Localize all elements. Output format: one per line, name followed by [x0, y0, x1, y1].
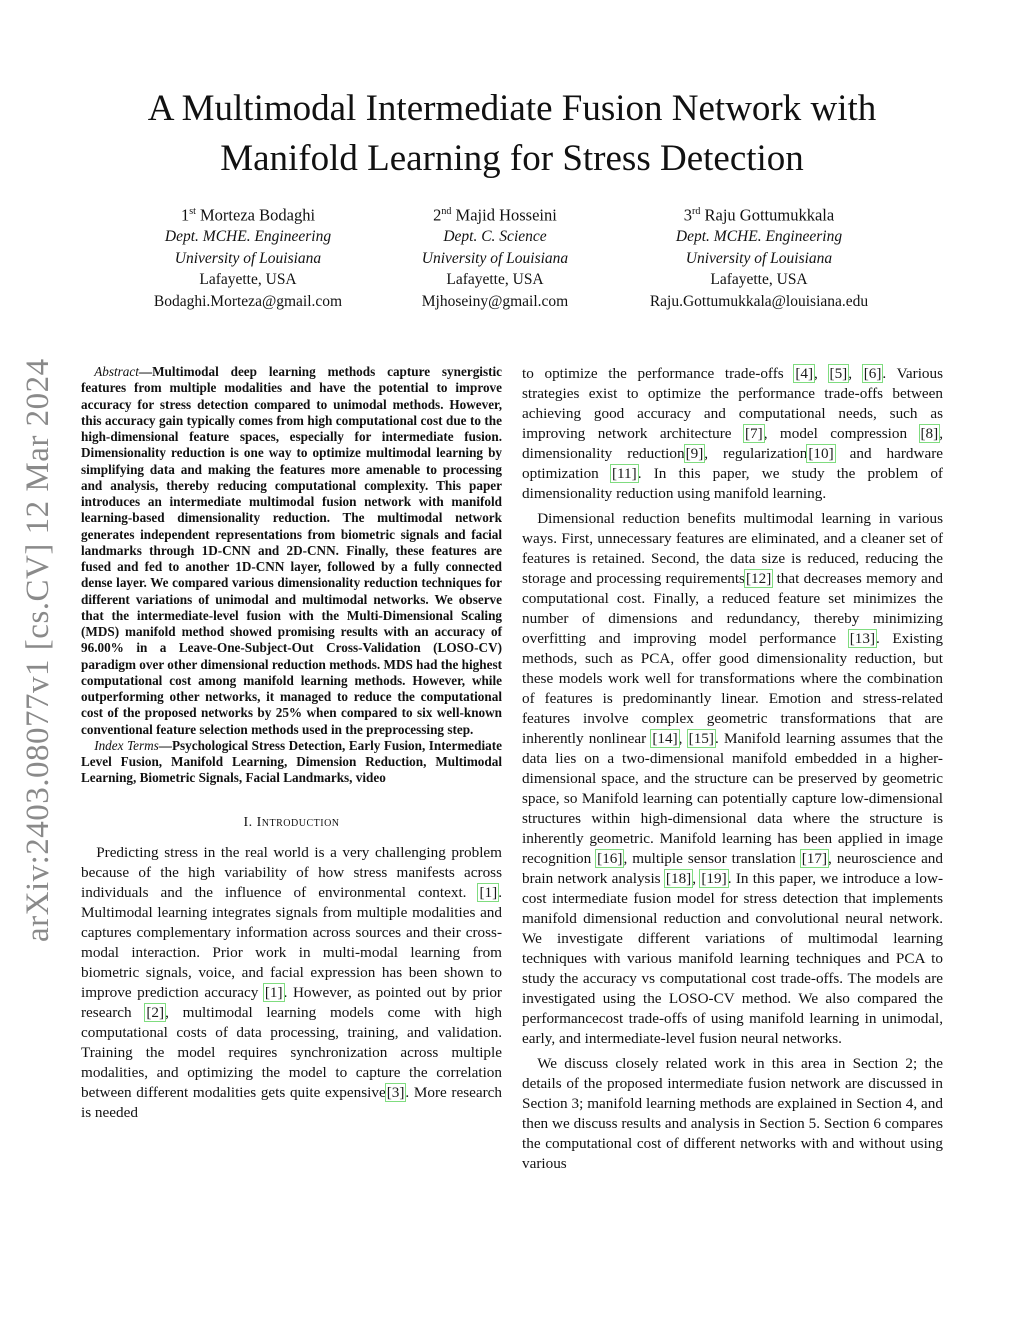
author-2-univ: University of Louisiana: [421, 249, 569, 267]
citation-link[interactable]: [18]: [665, 870, 692, 887]
citation-link[interactable]: [19]: [701, 870, 727, 887]
author-1-dept: Dept. MCHE. Engineering: [164, 228, 332, 245]
text-run: that decreases memory and computational cost. Finally, a reduced feature set minimizes the number of dimensions and redundancy, thereby minimizing overfitting and improving model performance: [522, 570, 943, 647]
text-run: , multiple sensor translation: [623, 850, 801, 867]
citation-link[interactable]: [1]: [479, 883, 498, 901]
text-run: and hardware optimization: [522, 445, 943, 482]
text-run: ,: [692, 870, 701, 887]
text-run: , neuroscience and brain network analysis: [522, 850, 943, 887]
citation-link[interactable]: [9]: [685, 445, 704, 462]
abstract: [81, 364, 502, 738]
citation-link[interactable]: [3]: [386, 1083, 405, 1101]
author-1-location: Lafayette, USA: [199, 271, 297, 288]
arxiv-identifier: arXiv:2403.08077v1 [cs.CV] 12 Mar 2024: [20, 358, 56, 942]
text-run: Dimensional reduction benefits multimodal learning in various ways. First, unnecessary features are eliminated, and a cleaner set of features is retained. Second, the data size is reduced, reducing the storage and processing requirements: [522, 510, 943, 587]
abstract-text: —Multimodal deep learning methods capture synergistic features from multiple modalities and have the potential to improve accuracy for stress detection compared to unimodal methods. However, this accuracy gain typically comes from high computational cost due to the high-dimensional feature spaces, especially for intermediate fusion. Dimensionality reduction is one way to optimize multimodal learning by simplifying data and making the features more amenable to processing and analysis, thereby reducing computational complexity. This paper introduces an intermediate multimodal fusion network with manifold learning-based dimensionality reduction. The multimodal network generates independent representations from biometric signals and facial landmarks through 1D-CNN and 2D-CNN. Finally, these features are fused and fed to another 1D-CNN layer, followed by a fully connected dense layer. We compared various dimensionality reduction techniques for different variations of unimodal and multimodal networks. We observe that the intermediate-level fusion with the Multi-Dimensional Scaling (MDS) manifold method showed promising results with an accuracy of 96.00% in a Leave-One-Subject-Out Cross-Validation (LOSO-CV) paradigm over other dimensional reduction methods. MDS had the highest computational cost among manifold learning methods. However, while outperforming other networks, it managed to reduce the computational cost of the proposed networks by 25% when compared to six well-known conventional feature selection methods used in the preprocessing step.: [81, 364, 502, 737]
text-run: Predicting stress in the real world is a very challenging problem because of the high variability of how stress manifests across individuals and the influence of environmental context.: [81, 843, 502, 901]
text-run: . Various strategies exist to optimize the performance trade-offs between achieving good accuracy and computational needs, such as improving network architecture: [522, 365, 944, 442]
text-run: . In this paper, we introduce a low-cost intermediate fusion model for stress detection that implements manifold dimensional reduction and convolutional neural network. We investigate different variations of multimodal learning techniques with various manifold learning techniques and PCA to study the accuracy vs computational cost trade-offs. The models are investigated using the LOSO-CV method. We also compared the performancecost trade-offs of using manifold learning in unimodal, early, and intermediate-level fusion neural networks.: [522, 870, 944, 1047]
citation-link[interactable]: [8]: [920, 425, 939, 442]
citation-link[interactable]: [7]: [744, 425, 763, 442]
text-run: , dimensionality reduction: [522, 425, 944, 462]
author-3-order: 3: [683, 205, 693, 225]
text-run: . Manifold learning assumes that the data lies on a two-dimensional manifold embedded in a higher-dimensional space, and the structure can be preserved by geometric space, so Manifold learning can potentially capture low-dimensional structures within high-dimensional data where the structure is inherently geometric. Manifold learning has been applied in image recognition: [522, 730, 944, 867]
index-terms-text: —Psychological Stress Detection, Early Fusion, Intermediate Level Fusion, Manifold Learning, Dimension Reduction, Multimodal Learning, Biometric Signals, Facial Landmarks, video: [81, 737, 502, 786]
text-run: , multimodal learning models come with high computational costs of data processing, training, and validation. Training the model requires synchronization across multiple modalities, and optimizing the model to capture the correlation between different modalities gets quite expensive: [81, 1003, 502, 1101]
author-3-email: Raju.Gottumukkala@louisiana.edu: [649, 292, 869, 310]
author-3-name-line: [609, 201, 909, 226]
author-3-location: Lafayette, USA: [710, 271, 808, 288]
citation-link[interactable]: [4]: [795, 365, 814, 382]
author-2-location: Lafayette, USA: [446, 271, 544, 288]
author-3-order-suffix: rd: [692, 206, 701, 217]
citation-link[interactable]: [15]: [688, 730, 714, 747]
author-3: [609, 201, 909, 312]
intro-paragraph-3: We discuss closely related work in this area in Section 2; the details of the proposed intermediate fusion network are discussed in Section 3; manifold learning methods are explained in Section 4, and then we discuss results and analysis in Section 5. Section 6 compares the computational cost of different networks with and without using various: [522, 1055, 943, 1172]
author-1-name: Morteza Bodaghi: [200, 205, 316, 225]
left-column: [81, 364, 502, 1123]
citation-link[interactable]: [10]: [808, 445, 834, 462]
author-1-email: Bodaghi.Morteza@gmail.com: [153, 292, 343, 310]
author-2-email: Mjhoseiny@gmail.com: [421, 292, 569, 310]
citation-link[interactable]: [12]: [745, 570, 772, 587]
text-run: , model compression: [763, 425, 920, 442]
text-run: ,: [848, 365, 863, 382]
citation-link[interactable]: [11]: [611, 465, 637, 482]
citation-link[interactable]: [6]: [863, 365, 882, 382]
text-run: to optimize the performance trade-offs: [522, 365, 795, 382]
section-heading-introduction: [81, 813, 502, 833]
index-terms-lead: Index Terms: [94, 737, 159, 753]
citation-link[interactable]: [16]: [597, 850, 623, 867]
author-2-name-line: [345, 201, 645, 226]
citation-link[interactable]: [14]: [652, 730, 678, 747]
author-3-univ: University of Louisiana: [685, 249, 833, 267]
author-1-univ: University of Louisiana: [174, 249, 322, 267]
author-2-order: 2: [433, 205, 442, 225]
author-1-order-suffix: st: [189, 206, 196, 217]
intro-paragraph-1: [81, 843, 502, 1123]
section-number: I.: [243, 814, 253, 830]
intro-paragraph-2: [522, 509, 943, 1049]
citation-link[interactable]: [5]: [829, 365, 848, 382]
paper-title: [60, 84, 964, 184]
intro-paragraph-continued: [522, 364, 943, 504]
author-2-dept: Dept. C. Science: [443, 228, 547, 245]
author-2: [345, 201, 645, 312]
text-run: . However, as pointed out by prior research: [81, 983, 502, 1021]
title-line-1: A Multimodal Intermediate Fusion Network with: [147, 88, 877, 129]
author-1-order: 1: [180, 205, 190, 225]
citation-link[interactable]: [17]: [801, 850, 828, 867]
text-run: ,: [678, 730, 688, 747]
author-2-name: Majid Hosseini: [455, 205, 557, 225]
right-column: [522, 364, 943, 1174]
author-3-name: Raju Gottumukkala: [704, 205, 835, 225]
author-2-order-suffix: nd: [441, 206, 452, 217]
text-run: . Existing methods, such as PCA, offer good dimensionality reduction, but these models work well for transformations where the combination of features is predominantly linear. Emotion and stress-related features involve complex geometric transformations that are inherently nonlinear: [522, 630, 943, 747]
citation-link[interactable]: [13]: [849, 630, 876, 647]
text-run: . More research is needed: [81, 1083, 503, 1121]
text-run: . Multimodal learning integrates signals from multiple modalities and captures complementary information across sources and their cross-modal interaction. Prior work in multi-modal learning from biometric signals, voice, and facial expression has been shown to improve prediction accuracy: [81, 883, 502, 1001]
text-run: , regularization: [704, 445, 808, 462]
citation-link[interactable]: [1]: [264, 983, 283, 1001]
title-line-2: Manifold Learning for Stress Detection: [220, 138, 804, 179]
text-run: . In this paper, we study the problem of dimensionality reduction using manifold learning.: [522, 465, 943, 502]
text-run: ,: [814, 365, 829, 382]
citation-link[interactable]: [2]: [146, 1003, 165, 1021]
section-title: Introduction: [256, 814, 340, 830]
index-terms: [81, 738, 502, 787]
author-3-dept: Dept. MCHE. Engineering: [675, 228, 843, 245]
abstract-lead: Abstract: [94, 364, 139, 379]
